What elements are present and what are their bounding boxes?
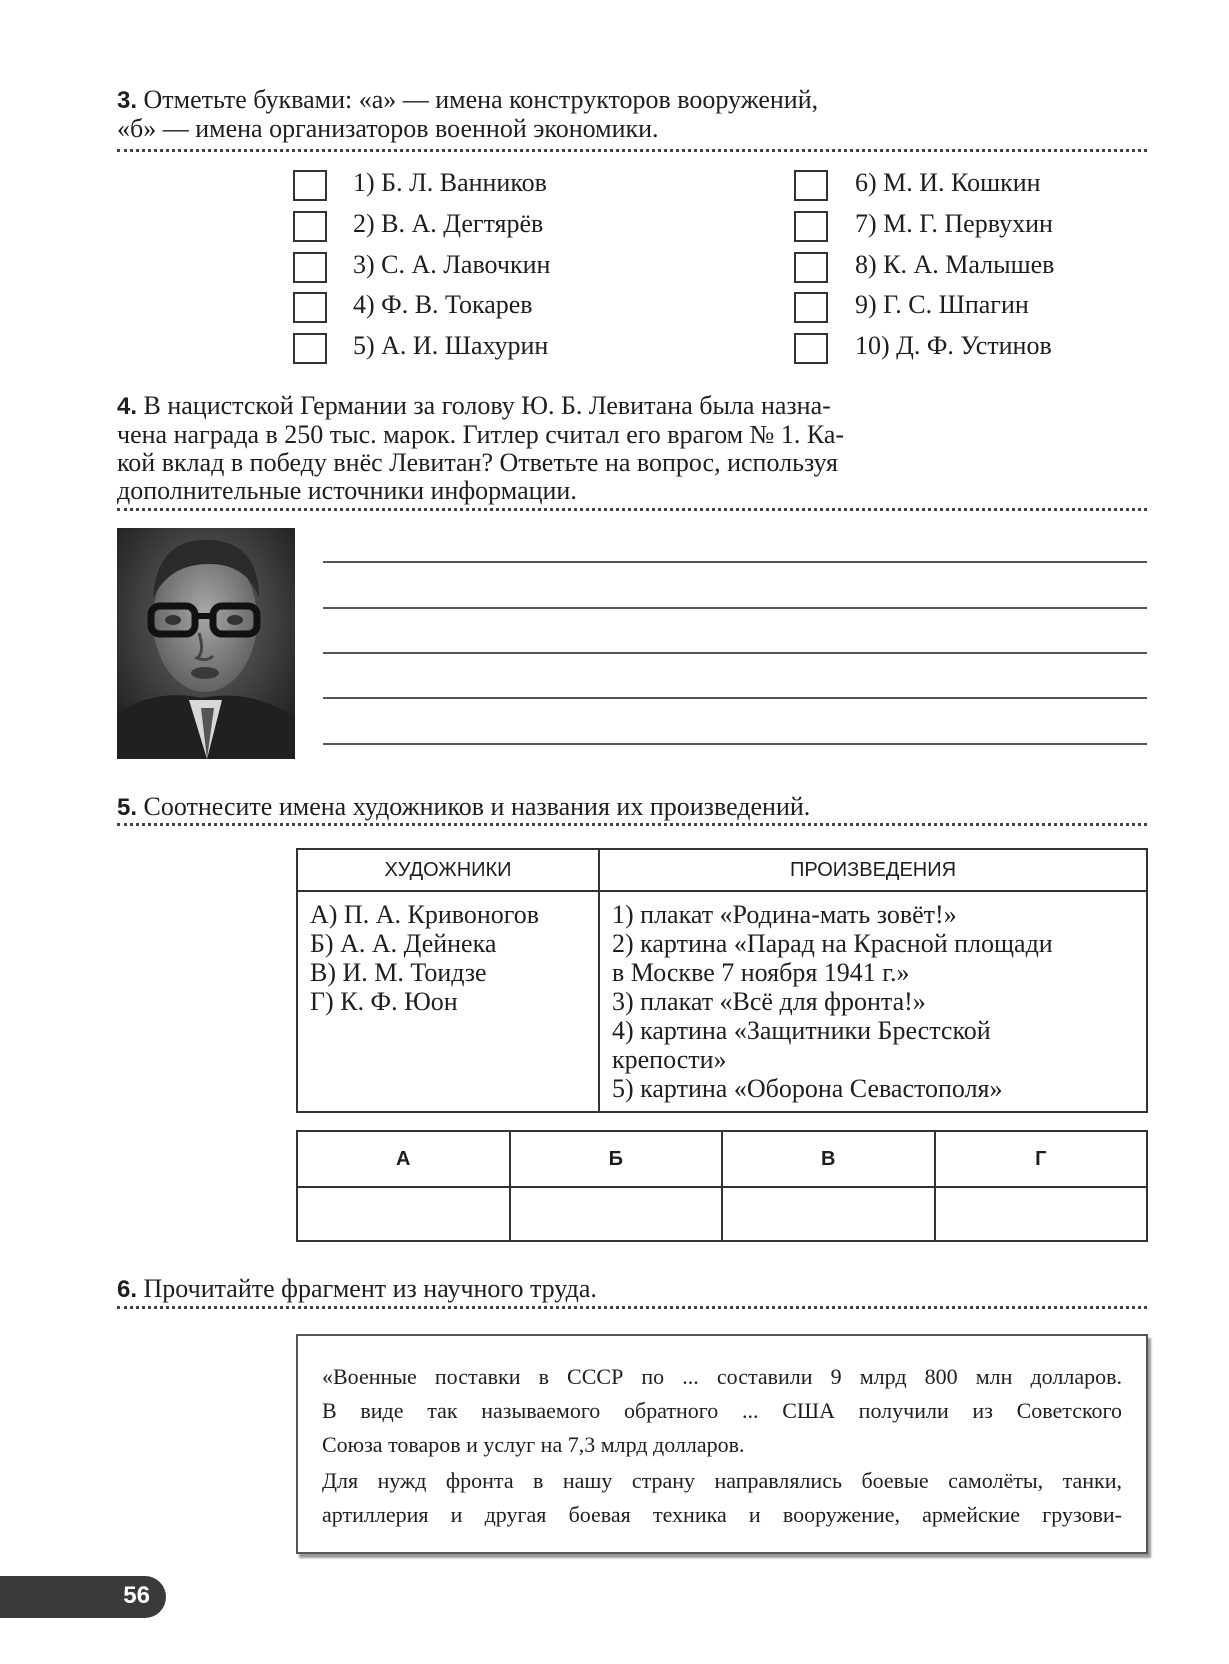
task3-line1: [117, 86, 1017, 115]
option-5: 5) А. И. Шахурин: [353, 331, 549, 360]
quote-line-2: В виде так называемого обратного ... США получили из Советского: [322, 1398, 1122, 1423]
task4-line1: [117, 392, 1017, 421]
checkbox-6[interactable]: [794, 170, 828, 201]
option-1: 1) Б. Л. Ванников: [353, 168, 547, 197]
work-1: 1) плакат «Родина-мать зовёт!»: [612, 900, 957, 929]
quote-box: [296, 1334, 1148, 1554]
task3-number: 3.: [117, 87, 138, 114]
answer-cell-v[interactable]: [722, 1187, 935, 1241]
artist-g: Г) К. Ф. Юон: [310, 987, 458, 1016]
task4-text-line2: чена награда в 250 тыс. марок. Гитлер считал его врагом № 1. Ка-: [117, 420, 845, 449]
option-6: 6) М. И. Кошкин: [855, 168, 1041, 197]
answer-line-5[interactable]: [323, 743, 1147, 745]
option-2: 2) В. А. Дегтярёв: [353, 209, 544, 238]
answer-header-g: Г: [935, 1131, 1148, 1187]
work-2: 2) картина «Парад на Красной площади: [612, 929, 1053, 958]
answer-header-a: А: [297, 1131, 510, 1187]
task4-text-line3: кой вклад в победу внёс Левитан? Ответьте на вопрос, используя: [117, 448, 838, 477]
page-number: 56: [123, 1582, 150, 1609]
answer-table: [296, 1130, 1148, 1242]
task5-divider: [117, 823, 1147, 826]
option-8: 8) К. А. Малышев: [855, 250, 1055, 279]
artist-a: А) П. А. Кривоногов: [310, 900, 540, 929]
checkbox-9[interactable]: [794, 292, 828, 323]
quote-line-4: Для нужд фронта в нашу страну направлялись боевые самолёты, танки,: [322, 1468, 1122, 1493]
option-10: 10) Д. Ф. Устинов: [855, 331, 1052, 360]
answer-line-3[interactable]: [323, 652, 1147, 654]
option-7: 7) М. Г. Первухин: [855, 209, 1053, 238]
task4-divider: [117, 508, 1147, 511]
artists-cell: [297, 891, 599, 1112]
artist-v: В) И. М. Тоидзе: [310, 958, 487, 987]
col-header-works: ПРОИЗВЕДЕНИЯ: [599, 849, 1147, 891]
task4-text-line1: В нацистской Германии за голову Ю. Б. Левитана была назна-: [143, 391, 831, 420]
page-number-tab: [0, 1576, 166, 1618]
work-4: 4) картина «Защитники Брестской: [612, 1016, 991, 1045]
option-9: 9) Г. С. Шпагин: [855, 290, 1029, 319]
levitan-portrait: [117, 528, 295, 759]
works-cell: [599, 891, 1147, 1112]
quote-line-1: «Военные поставки в СССР по ... составили 9 млрд 800 млн долларов.: [322, 1364, 1122, 1389]
answer-line-1[interactable]: [323, 561, 1147, 563]
checkbox-7[interactable]: [794, 211, 828, 242]
work-2-cont: в Москве 7 ноября 1941 г.»: [612, 958, 910, 987]
task3-divider: [117, 149, 1147, 152]
col-header-artists: ХУДОЖНИКИ: [297, 849, 599, 891]
answer-cell-b[interactable]: [510, 1187, 723, 1241]
checkbox-10[interactable]: [794, 333, 828, 364]
checkbox-4[interactable]: [293, 292, 327, 323]
quote-line-5: артиллерия и другая боевая техника и вооружение, армейские грузови-: [322, 1502, 1122, 1527]
task5-number: 5.: [117, 794, 138, 821]
checkbox-8[interactable]: [794, 252, 828, 283]
artist-b: Б) А. А. Дейнека: [310, 929, 497, 958]
matching-table: [296, 848, 1148, 1113]
task3-heading: [117, 86, 1017, 143]
answer-header-b: Б: [510, 1131, 723, 1187]
task4-heading: [117, 392, 1017, 505]
answer-cell-g[interactable]: [935, 1187, 1148, 1241]
checkbox-2[interactable]: [293, 211, 327, 242]
task6-heading: [117, 1275, 1017, 1304]
checkbox-3[interactable]: [293, 252, 327, 283]
task4-number: 4.: [117, 393, 138, 420]
task3-text-line1: Отметьте буквами: «а» — имена конструкторов вооружений,: [143, 85, 819, 114]
checkbox-5[interactable]: [293, 333, 327, 364]
answer-line-2[interactable]: [323, 607, 1147, 609]
task5-text: Соотнесите имена художников и названия их произведений.: [143, 792, 811, 821]
answer-header-v: В: [722, 1131, 935, 1187]
task3-text-line2: «б» — имена организаторов военной экономики.: [117, 114, 659, 143]
answer-cell-a[interactable]: [297, 1187, 510, 1241]
answer-line-4[interactable]: [323, 697, 1147, 699]
quote-line-3: Союза товаров и услуг на 7,3 млрд долларов.: [322, 1432, 745, 1457]
work-5: 5) картина «Оборона Севастополя»: [612, 1074, 1003, 1103]
checkbox-1[interactable]: [293, 170, 327, 201]
task6-text: Прочитайте фрагмент из научного труда.: [143, 1274, 597, 1303]
task6-divider: [117, 1306, 1147, 1309]
work-3: 3) плакат «Всё для фронта!»: [612, 987, 926, 1016]
work-4-cont: крепости»: [612, 1045, 727, 1074]
task5-heading: [117, 793, 1017, 822]
task6-number: 6.: [117, 1276, 138, 1303]
option-3: 3) С. А. Лавочкин: [353, 250, 551, 279]
option-4: 4) Ф. В. Токарев: [353, 290, 533, 319]
task4-text-line4: дополнительные источники информации.: [117, 476, 577, 505]
